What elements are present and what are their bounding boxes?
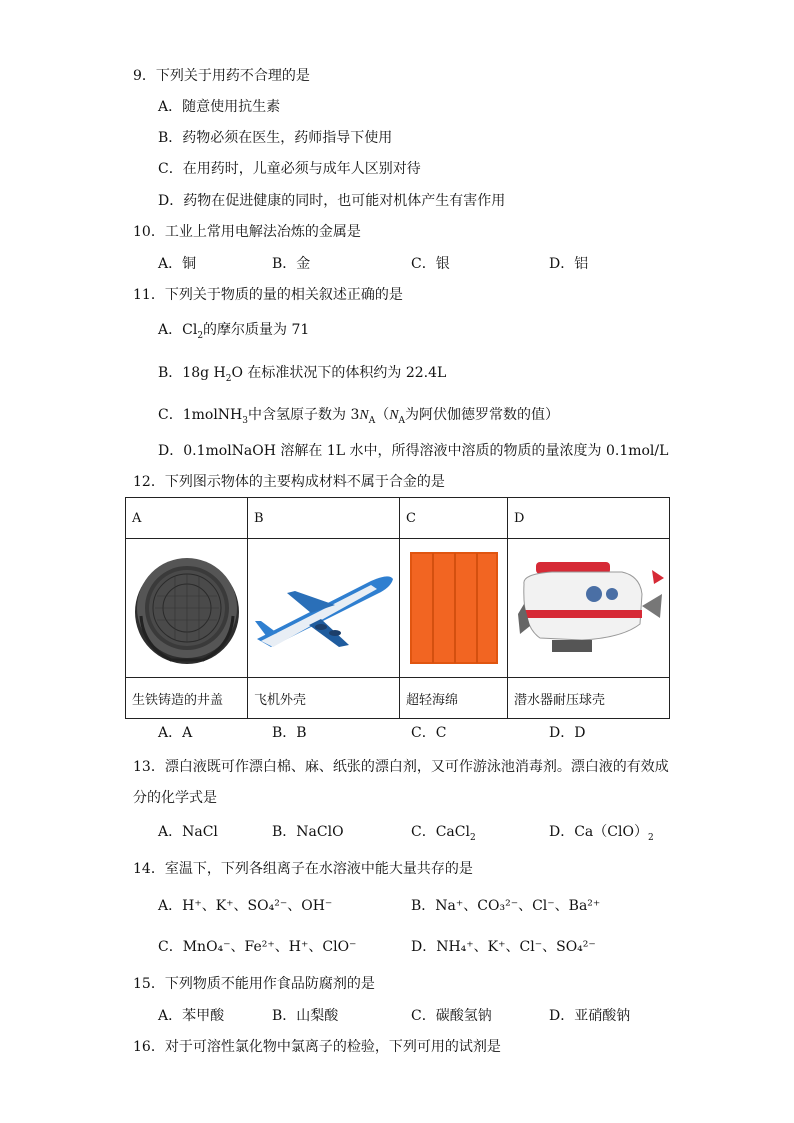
q12-caption-b: 飞机外壳 xyxy=(248,678,400,719)
q14-option-a: A．H⁺、K⁺、SO₄²⁻、OH⁻ xyxy=(158,898,333,914)
airplane-image-cell xyxy=(248,539,400,678)
q11-c-na: N xyxy=(359,408,369,423)
manhole-cover-image xyxy=(131,546,243,670)
q15-option-b: B．山梨酸 xyxy=(272,1008,339,1024)
q11-c-na2-sub: A xyxy=(398,415,406,426)
submersible-image-cell xyxy=(508,539,670,678)
q9-option-b: B．药物必须在医生，药师指导下使用 xyxy=(158,130,393,146)
q13-stem-line1: 13．漂白液既可作漂白棉、麻、纸张的漂白剂，又可作游泳池消毒剂。漂白液的有效成 xyxy=(133,759,669,775)
q11-c-text: C．1molNH xyxy=(158,407,243,423)
q9-option-a: A．随意使用抗生素 xyxy=(158,99,281,115)
q12-header-c: C xyxy=(400,498,508,539)
q12-header-b: B xyxy=(248,498,400,539)
q14-stem: 14．室温下，下列各组离子在水溶液中能大量共存的是 xyxy=(133,861,473,877)
q11-c-rest: 为阿伏伽德罗常数的值） xyxy=(405,407,560,423)
q11-stem: 11．下列关于物质的量的相关叙述正确的是 xyxy=(133,287,403,303)
q13-c-text: C．CaCl xyxy=(411,824,470,840)
q12-stem: 12．下列图示物体的主要构成材料不属于合金的是 xyxy=(133,474,445,490)
q10-option-a: A．铜 xyxy=(158,256,197,272)
q14-option-b: B．Na⁺、CO₃²⁻、Cl⁻、Ba²⁺ xyxy=(411,898,601,914)
q15-stem: 15．下列物质不能用作食品防腐剂的是 xyxy=(133,976,375,992)
q10-option-d: D．铝 xyxy=(549,256,589,272)
q11-option-b xyxy=(158,363,446,383)
q11-c-paren: （ xyxy=(375,407,390,423)
q13-option-c xyxy=(411,822,476,842)
q12-option-c: C．C xyxy=(411,725,447,741)
q12-option-a: A．A xyxy=(158,725,193,741)
q12-caption-a: 生铁铸造的井盖 xyxy=(126,678,248,719)
q11-a-text: A．Cl xyxy=(158,322,198,338)
q13-option-a: A．NaCl xyxy=(158,824,218,840)
q10-option-c: C．银 xyxy=(411,256,450,272)
q13-d-sub: 2 xyxy=(647,832,654,843)
q13-stem-line2: 分的化学式是 xyxy=(133,790,217,806)
q14-option-d: D．NH₄⁺、K⁺、Cl⁻、SO₄²⁻ xyxy=(411,939,596,955)
q11-b-text: B．18g H xyxy=(158,365,226,381)
q11-c-sub: 3 xyxy=(242,415,248,426)
q13-d-text: D．Ca（ClO） xyxy=(549,824,648,840)
sponge-image-cell xyxy=(400,539,508,678)
q12-header-d: D xyxy=(508,498,670,539)
q12-caption-c: 超轻海绵 xyxy=(400,678,508,719)
q11-option-d: D．0.1molNaOH 溶解在 1L 水中，所得溶液中溶质的物质的量浓度为 0.1mol/L xyxy=(158,443,669,459)
q11-b-sub: 2 xyxy=(225,373,232,384)
q15-option-c: C．碳酸氢钠 xyxy=(411,1008,492,1024)
q11-c-na2: N xyxy=(389,408,399,423)
q14-option-c: C．MnO₄⁻、Fe²⁺、H⁺、ClO⁻ xyxy=(158,939,357,955)
q11-c-mid: 中含氢原子数为 3 xyxy=(248,407,360,423)
submersible-image xyxy=(512,554,666,662)
q9-option-d: D．药物在促进健康的同时，也可能对机体产生有害作用 xyxy=(158,193,506,209)
q12-table xyxy=(125,497,670,719)
q11-a-rest: 的摩尔质量为 71 xyxy=(203,322,310,338)
manhole-cover-image-cell xyxy=(126,539,248,678)
q10-stem: 10．工业上常用电解法冶炼的金属是 xyxy=(133,224,361,240)
q9-stem: 9．下列关于用药不合理的是 xyxy=(133,68,310,84)
q13-option-d xyxy=(549,822,654,842)
airplane-image xyxy=(251,563,397,653)
q16-stem: 16．对于可溶性氯化物中氯离子的检验，下列可用的试剂是 xyxy=(133,1039,501,1055)
q12-option-b: B．B xyxy=(272,725,307,741)
sponge-image xyxy=(407,549,501,667)
q11-c-na-sub: A xyxy=(368,415,376,426)
q10-option-b: B．金 xyxy=(272,256,311,272)
q9-option-c: C．在用药时，儿童必须与成年人区别对待 xyxy=(158,161,421,177)
q13-c-sub: 2 xyxy=(469,832,476,843)
q11-b-rest: O 在标准状况下的体积约为 22.4L xyxy=(231,365,447,381)
q12-option-d: D．D xyxy=(549,725,586,741)
q12-caption-d: 潜水器耐压球壳 xyxy=(508,678,670,719)
q15-option-d: D．亚硝酸钠 xyxy=(549,1008,631,1024)
q11-a-sub: 2 xyxy=(197,330,204,341)
q11-option-c xyxy=(158,405,559,426)
q11-option-a xyxy=(158,320,309,340)
q15-option-a: A．苯甲酸 xyxy=(158,1008,225,1024)
q12-header-a: A xyxy=(126,498,248,539)
q13-option-b: B．NaClO xyxy=(272,824,344,840)
